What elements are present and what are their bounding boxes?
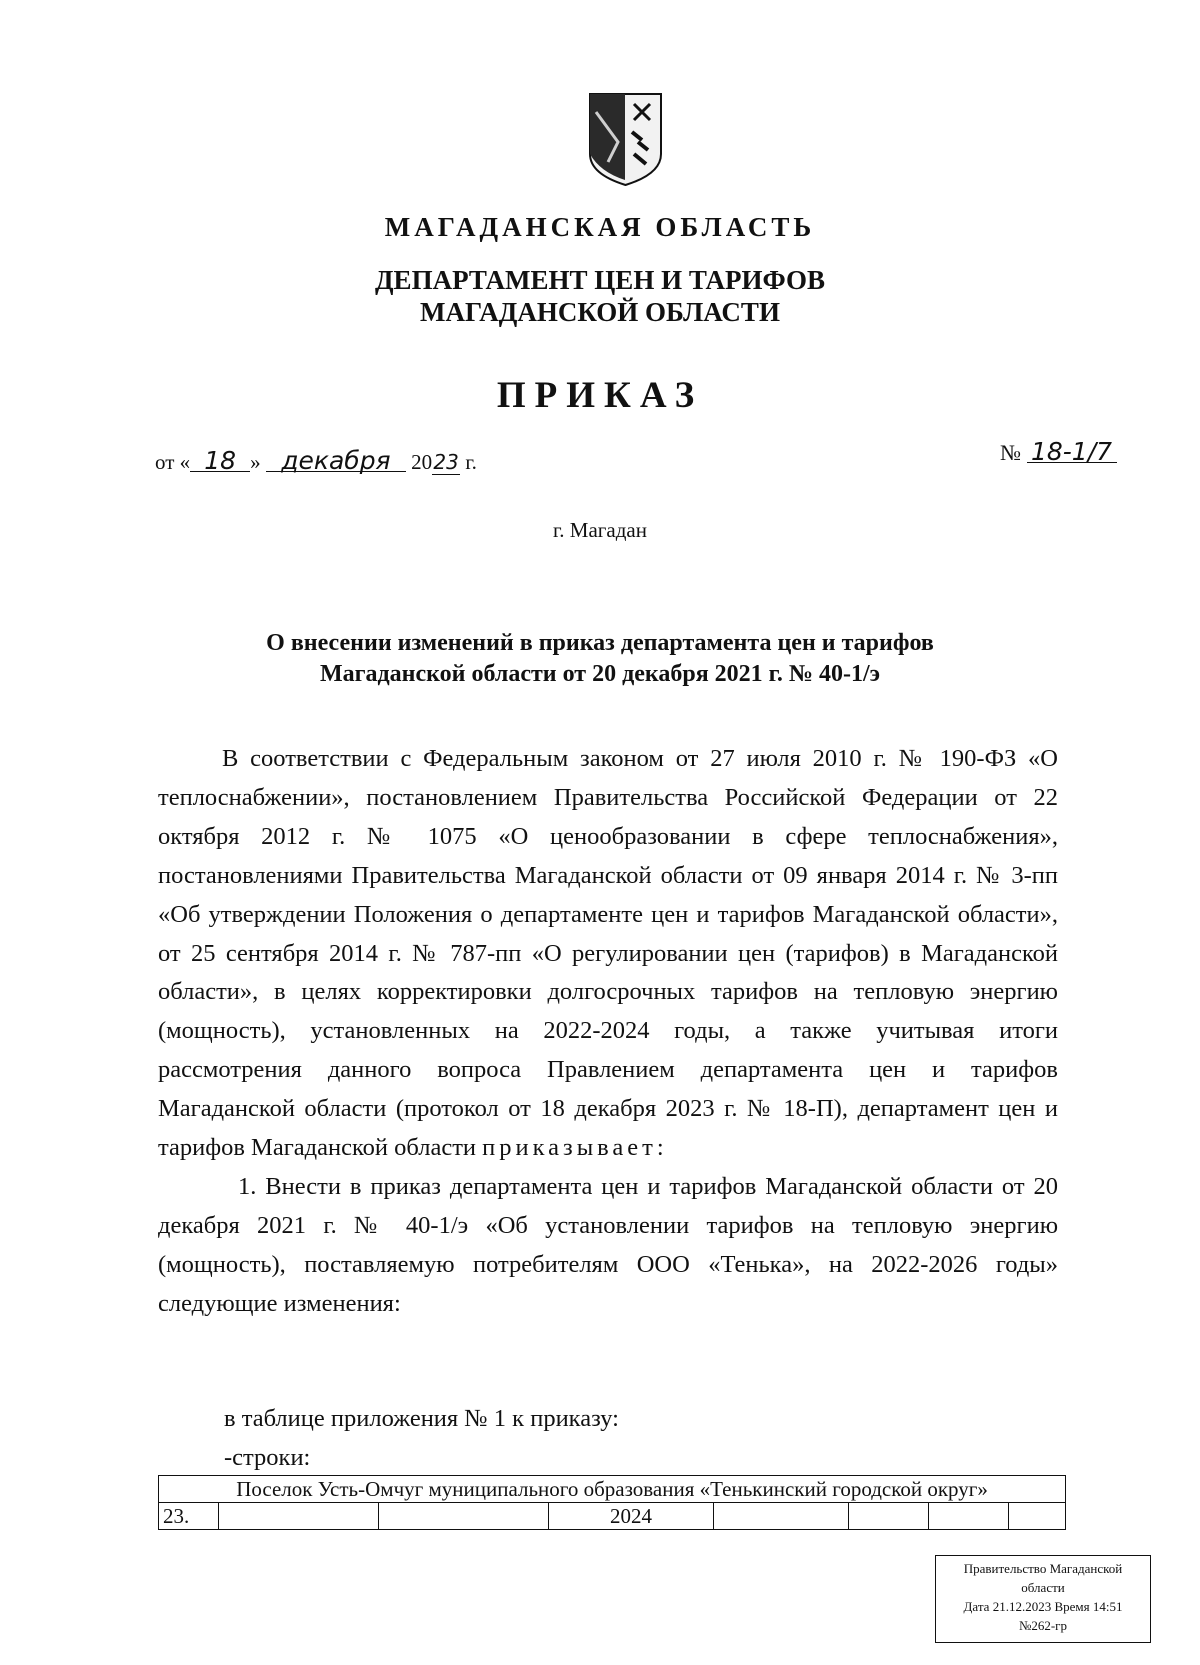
table-header-cell: Поселок Усть-Омчуг муниципального образования «Тенькинский городской округ» [159,1476,1066,1503]
orders-word: приказывает: [482,1134,668,1162]
department-heading-line2: МАГАДАНСКОЙ ОБЛАСТИ [420,297,780,327]
document-title-line2: Магаданской области от 20 декабря 2021 г. № 40-1/э [319,661,881,687]
table-reference-line: в таблице приложения № 1 к приказу: [224,1405,619,1432]
document-type-heading: ПРИКАЗ [496,375,704,416]
table-row [159,1503,1066,1530]
document-title [0,628,1200,690]
date-day: 18 [190,451,250,472]
stamp-line3: Дата 21.12.2023 Время 14:51 [963,1599,1123,1614]
stamp-line1: Правительство Магаданской [963,1561,1123,1576]
stamp-line4: №262-гр [1018,1618,1068,1633]
table-cell: 2024 [549,1503,714,1530]
date-prefix: от « [155,450,191,474]
table-cell [929,1503,1009,1530]
order-date-line [155,446,477,475]
preamble-paragraph: В соответствии с Федеральным законом от 27 июля 2010 г. № 190-ФЗ «О теплоснабжении», постановлением Правительства Российской Федерации от 22 октября 2012 г. № 1075 «О ценообразовании в сфере теплоснабжения», постановлениями Правительства Магаданской области от 09 января 2014 г. № 3-пп «Об утверждении Положения о департаменте цен и тарифов Магаданской области», от 25 сентября 2014 г. № 787-пп «О регулировании цен (тарифов) в Магаданской области», в целях корректировки долгосрочных тарифов на тепловую энергию (мощность), установленных на 2022-2024 годы, а также учитывая итоги рассмотрения данного вопроса Правлением департамента цен и тарифов Магаданской области (протокол от 18 декабря 2023 г. № 18-П), департамент цен и тарифов Магаданской области [158,745,1058,1162]
table-cell [379,1503,549,1530]
date-month: декабря [266,451,406,472]
number-label: № [1000,440,1021,465]
date-year-suffix: 23 [433,450,459,474]
stamp-line2: области [1021,1580,1065,1595]
table-cell [1009,1503,1066,1530]
region-heading: МАГАДАНСКАЯ ОБЛАСТЬ [384,212,816,242]
order-number-line [1000,437,1117,466]
document-title-line1: О внесении изменений в приказ департамента цен и тарифов [266,630,934,656]
tariff-table [158,1475,1066,1530]
table-header-row [159,1476,1066,1503]
city-label: г. Магадан [553,518,647,542]
table-cell [219,1503,379,1530]
table-cell [714,1503,849,1530]
department-heading-line1: ДЕПАРТАМЕНТ ЦЕН И ТАРИФОВ [374,265,826,295]
date-year-prefix: 20 [411,450,433,474]
rows-label: -строки: [224,1444,311,1471]
coat-of-arms-icon [588,92,663,187]
order-number: 18-1/7 [1027,442,1117,463]
body-text [158,740,1058,1324]
table-cell: 23. [159,1503,219,1530]
date-mid: » [250,450,261,474]
clause-1-paragraph: 1. Внести в приказ департамента цен и тарифов Магаданской области от 20 декабря 2021 г. № 40-1/э «Об установлении тарифов на тепловую энергию (мощность), поставляемую потребителям ООО «Тенька», на 2022-2026 годы» следующие изменения: [158,1172,1058,1317]
table-cell [849,1503,929,1530]
registration-stamp [935,1555,1151,1643]
date-suffix: г. [465,450,477,474]
